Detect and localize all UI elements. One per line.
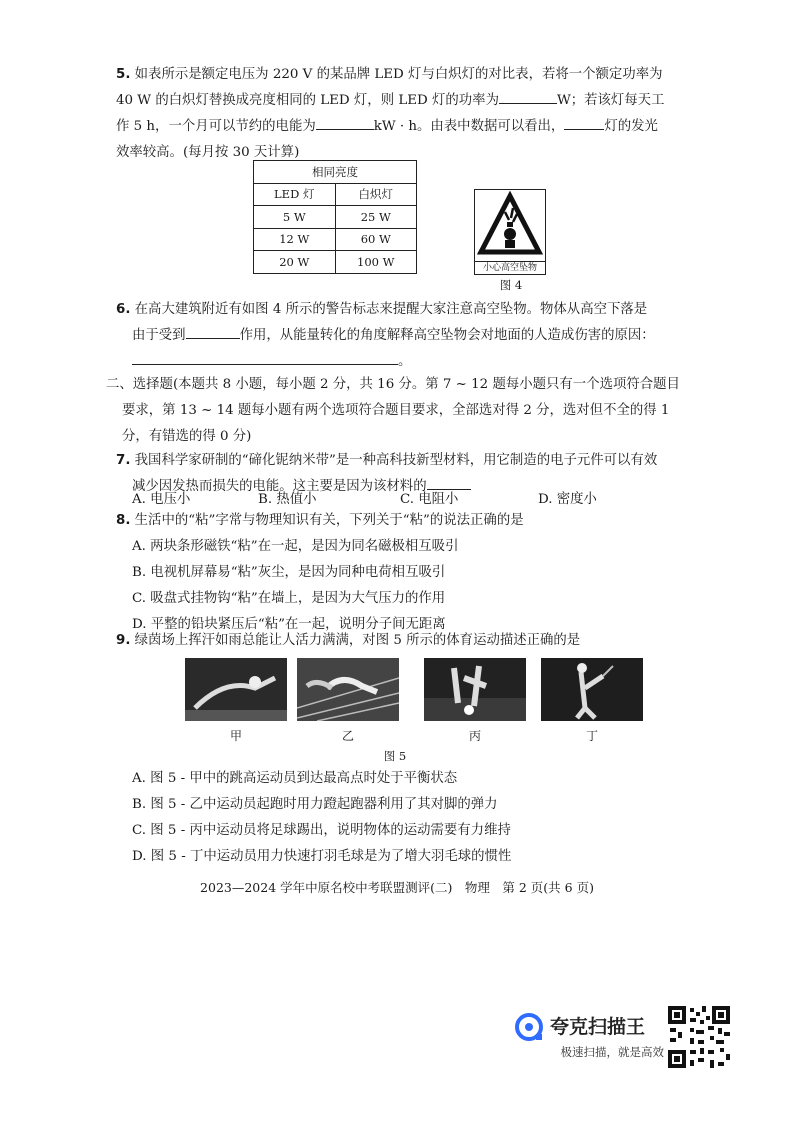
sign-text: 小心高空坠物 <box>475 261 545 274</box>
football-image <box>424 658 526 721</box>
q5-line3b: kW · h。由表中数据可以看出， <box>373 119 565 134</box>
led-comparison-table <box>253 160 417 274</box>
q6-line2b: 作用，从能量转化的角度解释高空坠物会对地面的人造成伤害的原因： <box>239 328 655 343</box>
answer-blank[interactable] <box>564 115 604 130</box>
option-b[interactable]: B. 图 5 - 乙中运动员起跑时用力蹬起跑器利用了其对脚的弹力 <box>132 797 498 812</box>
q8-stem: 生活中的“粘”字常与物理知识有关，下列关于“粘”的说法正确的是 <box>134 513 524 528</box>
q5-line2b: W；若该灯每天工 <box>556 93 665 108</box>
photo-sprint-start <box>297 658 399 721</box>
answer-blank[interactable] <box>132 350 398 365</box>
scanner-logo-icon <box>514 1012 544 1042</box>
answer-blank[interactable] <box>186 324 240 339</box>
question-8: 8. 生活中的“粘”字常与物理知识有关，下列关于“粘”的说法正确的是 A. 两块条形磁铁“粘”在一起，是因为同名磁极相互吸引 B. 电视机屏幕易“粘”灰尘，是因为同种电荷相互吸引 C. 吸盘式挂物钩“粘”在墙上，是因为大气压力的作用 D. 平整的铅块紧压后“粘”在一起，说明分子间无距离 <box>116 508 684 638</box>
photo-high-jump <box>185 658 287 721</box>
question-5: 5. 如表所示是额定电压为 220 V 的某品牌 LED 灯与白炽灯的对比表，若将一个额定功率为 40 W 的白炽灯替换成亮度相同的 LED 灯，则 LED 灯的功率为 W；若该灯每天工 作 5 h，一个月可以节约的电能为 kW · h。由表中数据可以看出， 灯的发光 效率较高。(每月按 30 天计算) <box>116 67 665 160</box>
q9-stem: 绿茵场上挥汗如雨总能让人活力满满，对图 5 所示的体育运动描述正确的是 <box>134 633 581 648</box>
q5-line4: 效率较高。(每月按 30 天计算) <box>116 145 300 160</box>
q5-line3a: 作 5 h，一个月可以节约的电能为 <box>116 119 316 134</box>
table-cell: 100 W <box>335 251 417 274</box>
falling-object-warning-sign <box>474 189 546 275</box>
option-d[interactable]: D. 图 5 - 丁中运动员用力快速打羽毛球是为了增大羽毛球的惯性 <box>132 849 512 864</box>
figure-5-caption: 图 5 <box>383 749 407 763</box>
option-a[interactable]: A. 两块条形磁铁“粘”在一起，是因为同名磁极相互吸引 <box>132 539 459 554</box>
q7-line2: 减少因发热而损失的电能。这主要是因为该材料的 <box>132 479 427 494</box>
option-d[interactable]: D. 平整的铅块紧压后“粘”在一起，说明分子间无距离 <box>132 617 446 632</box>
scanner-slogan: 极速扫描，就是高效 <box>560 1045 664 1059</box>
photo-label: 乙 <box>341 729 354 743</box>
option-b[interactable]: B. 热值小 <box>258 492 317 507</box>
photo-label: 丙 <box>468 729 481 743</box>
q6-line2a: 由于受到 <box>132 328 186 343</box>
answer-blank[interactable] <box>499 89 557 104</box>
high-jump-image <box>185 658 287 721</box>
photo-label: 甲 <box>229 729 242 743</box>
option-b[interactable]: B. 电视机屏幕易“粘”灰尘，是因为同种电荷相互吸引 <box>132 565 446 580</box>
section-2-instructions: 二、选择题(本题共 8 小题，每小题 2 分，共 16 分。第 7 ~ 12 题每小题只有一个选项符合题目 要求，第 13 ~ 14 题每小题有两个选项符合题目要求，全部选对得 2 分，选对但不全的得 1 分，有错选的得 0 分) <box>106 377 680 444</box>
question-7: 7. 我国科学家研制的“碲化铌纳米带”是一种高科技新型材料，用它制造的电子元件可以有效 减少因发热而损失的电能。这主要是因为该材料的 <box>116 453 658 494</box>
qr-code[interactable] <box>666 1004 732 1070</box>
q5-line2a: 40 W 的白炽灯替换成亮度相同的 LED 灯，则 LED 灯的功率为 <box>116 93 499 108</box>
warning-triangle-icon <box>475 190 545 260</box>
table-cell: 20 W <box>254 251 336 274</box>
sprint-start-image <box>297 658 399 721</box>
q5-line1: 如表所示是额定电压为 220 V 的某品牌 LED 灯与白炽灯的对比表，若将一个额定功率为 <box>134 67 663 82</box>
q9-options <box>116 766 684 870</box>
q6-line1: 在高大建筑附近有如图 4 所示的警告标志来提醒大家注意高空坠物。物体从高空下落是 <box>134 302 648 317</box>
question-9: 9. 绿茵场上挥汗如雨总能让人活力满满，对图 5 所示的体育运动描述正确的是 <box>116 633 581 648</box>
option-c[interactable]: C. 图 5 - 丙中运动员将足球踢出，说明物体的运动需要有力维持 <box>132 823 511 838</box>
q5-line3c: 灯的发光 <box>604 119 658 134</box>
table-cell: 5 W <box>254 206 336 229</box>
scanner-watermark <box>514 1008 664 1068</box>
question-6: 6. 在高大建筑附近有如图 4 所示的警告标志来提醒大家注意高空坠物。物体从高空下落是 由于受到 作用，从能量转化的角度解释高空坠物会对地面的人造成伤害的原因： 。 <box>116 302 655 369</box>
option-d[interactable]: D. 密度小 <box>538 492 597 507</box>
table-header: 相同亮度 <box>254 161 417 184</box>
q7-line1: 我国科学家研制的“碲化铌纳米带”是一种高科技新型材料，用它制造的电子元件可以有效 <box>134 453 658 468</box>
photo-label: 丁 <box>585 729 598 743</box>
table-cell: 25 W <box>335 206 417 229</box>
photo-badminton <box>541 658 643 721</box>
table-col-header: 白炽灯 <box>335 183 417 206</box>
badminton-image <box>541 658 643 721</box>
qr-code-icon <box>666 1004 732 1070</box>
option-c[interactable]: C. 电阻小 <box>400 492 459 507</box>
table-cell: 12 W <box>254 228 336 251</box>
table-col-header: LED 灯 <box>254 183 336 206</box>
figure-4-caption: 图 4 <box>499 278 523 292</box>
table-cell: 60 W <box>335 228 417 251</box>
photo-football <box>424 658 526 721</box>
option-c[interactable]: C. 吸盘式挂物钩“粘”在墙上，是因为大气压力的作用 <box>132 591 446 606</box>
scanner-brand-name: 夸克扫描王 <box>550 1016 646 1038</box>
page-footer: 2023—2024 学年中原名校中考联盟测评(二) 物理 第 2 页(共 6 页) <box>200 880 594 895</box>
answer-blank[interactable] <box>316 115 374 130</box>
option-a[interactable]: A. 电压小 <box>132 492 191 507</box>
option-a[interactable]: A. 图 5 - 甲中的跳高运动员到达最高点时处于平衡状态 <box>132 771 458 786</box>
